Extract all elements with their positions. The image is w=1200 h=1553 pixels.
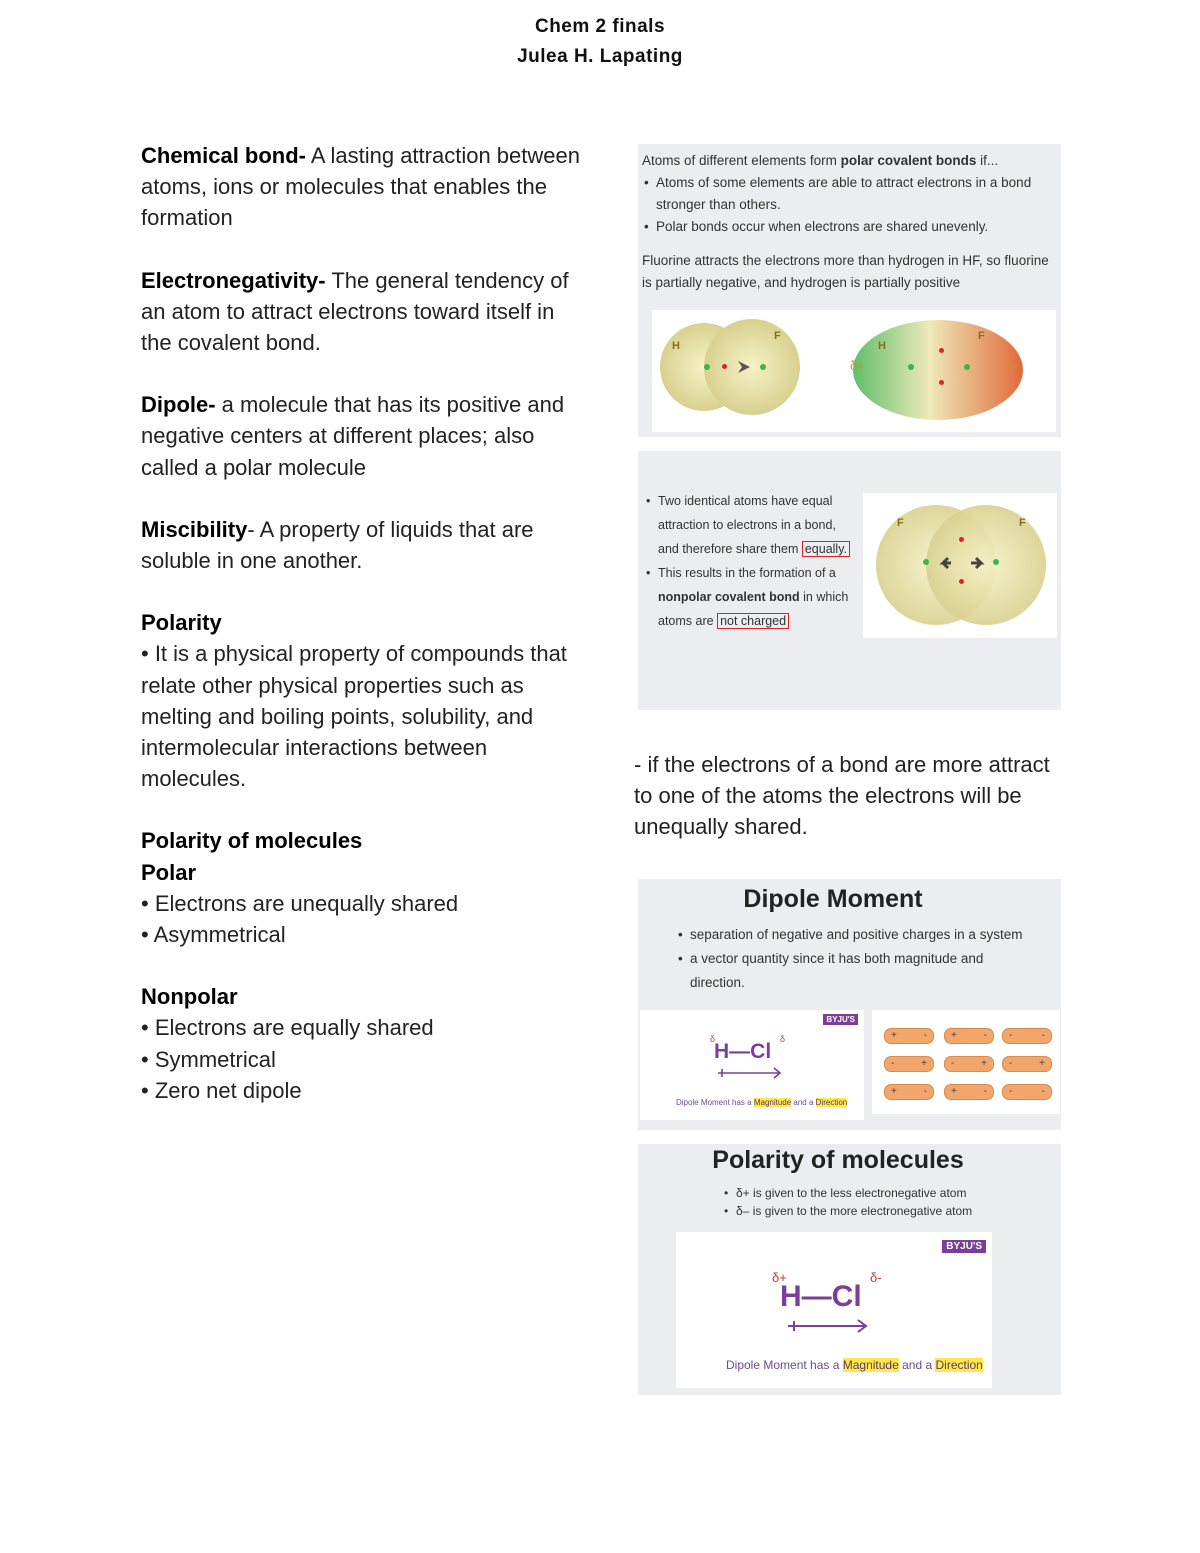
left-column [141, 140, 581, 1106]
list-item: • Asymmetrical [141, 922, 286, 948]
polarity-heading: Polarity [141, 610, 222, 636]
f2-diagram [863, 493, 1057, 638]
dipole-pill: + - [884, 1028, 934, 1044]
definition-text: - A property of liquids that are soluble in one another. [141, 516, 534, 574]
dipole-moment-figure [638, 879, 1061, 1130]
dipole-caption: Dipole Moment has a Magnitude and a Direction [726, 1358, 983, 1372]
byjus-logo: BYJU'S [823, 1014, 858, 1025]
intro-line: Atoms of different elements form polar covalent bonds if... [642, 153, 999, 168]
polar-covalent-bullets [642, 172, 1057, 238]
delta-minus-label: δ- [870, 1270, 882, 1285]
nonpolar-covalent-figure [638, 451, 1061, 710]
dipole-pill: - - [1002, 1028, 1052, 1044]
f-atom-shell [704, 319, 800, 415]
atom-label-f: F [774, 330, 781, 342]
dipole-arrow [786, 1318, 870, 1334]
polarity-line-2: intermolecular interactions between molecules. [141, 735, 488, 792]
polar-hf-shell [853, 320, 1023, 420]
nonpolar-covalent-text [644, 489, 858, 633]
polarity-of-molecules-heading: Polarity of molecules [141, 828, 363, 854]
not-charged-highlight: not charged [717, 613, 789, 629]
nonpolar-covalent-bullets [644, 489, 858, 633]
list-item: • a vector quantity since it has both magnitude and direction. [690, 947, 1036, 995]
list-item: • Symmetrical [141, 1046, 276, 1072]
polarity-figure-title: Polarity of molecules [712, 1146, 964, 1174]
delta-label: δ [780, 1034, 786, 1044]
f-nucleus [923, 559, 929, 565]
polar-heading: Polar [141, 859, 197, 885]
dipole-arrow [716, 1066, 784, 1080]
delta-plus-label: δ+ [850, 358, 865, 373]
list-item: • This results in the formation of a nonpolar covalent bond in which atoms are not charged [658, 561, 858, 633]
definition-text: The general tendency of an atom to attract electrons toward itself in the covalent bond. [141, 267, 569, 356]
electron-dot [939, 380, 944, 385]
atom-label-f: F [978, 330, 985, 342]
polarity-of-molecules-figure [638, 1144, 1061, 1395]
dipole-pill: - + [884, 1056, 934, 1072]
document-title: Chem 2 finals [534, 16, 666, 37]
dipole-pill: + - [884, 1084, 934, 1100]
hcl-formula: H—Cl [714, 1040, 772, 1063]
list-item: • Two identical atoms have equal attraction to electrons in a bond, and therefore share them equally. [658, 489, 858, 561]
dipole-moment-title: Dipole Moment [743, 885, 923, 913]
hf-diagram [652, 310, 1056, 432]
electron-sharing-note: - if the electrons of a bond are more attract to one of the atoms the electrons will be unequally shared. [634, 752, 1050, 840]
delta-label: δ [710, 1034, 716, 1044]
list-item: • separation of negative and positive charges in a system [690, 923, 1036, 947]
f-nucleus [993, 559, 999, 565]
dipole-pills-diagram [872, 1010, 1060, 1114]
f-nucleus [964, 364, 970, 370]
hcl-diagram-small [640, 1010, 864, 1120]
atom-label-f: F [1019, 517, 1026, 529]
list-item: • δ– is given to the more electronegative atom [736, 1202, 1042, 1220]
definition-dipole [141, 389, 581, 451]
term: Dipole- [141, 392, 216, 418]
definition-text: A lasting attraction between atoms, ions or molecules that enables the formation [141, 143, 580, 231]
polarity-figure-bullets [722, 1184, 1042, 1220]
dipole-pill: - - [1002, 1084, 1052, 1100]
list-item: • Electrons are unequally shared [141, 890, 459, 916]
electron-dot [939, 348, 944, 353]
definition-miscibility [141, 514, 581, 576]
list-item: • δ+ is given to the less electronegative atom [736, 1184, 1042, 1202]
byjus-logo: BYJU'S [942, 1240, 986, 1253]
list-item: • Atoms of some elements are able to attract electrons in a bond stronger than others. [656, 172, 1057, 216]
electron-dot [722, 364, 727, 369]
hcl-diagram-large [676, 1232, 992, 1388]
term: Chemical bond- [141, 143, 307, 168]
delta-minus-label: δ- [1006, 358, 1018, 373]
definition-electronegativity [141, 265, 581, 359]
document-author: Julea H. Lapating [517, 46, 683, 67]
definition-text: a molecule that has its positive and negative centers at different places; also [141, 392, 565, 449]
definition-chemical-bond [141, 140, 581, 234]
dipole-caption: Dipole Moment has a Magnitude and a Direction [676, 1098, 848, 1107]
f2-molecule-illustration [863, 493, 1057, 638]
nonpolar-heading: Nonpolar [141, 984, 238, 1010]
atom-label-h: H [878, 340, 886, 352]
electron-dot [959, 579, 964, 584]
list-item: • Electrons are equally shared [141, 1015, 434, 1041]
dipole-pill: + - [944, 1028, 994, 1044]
h-nucleus [908, 364, 914, 370]
dipole-pill: + - [944, 1084, 994, 1100]
atom-label-f: F [897, 517, 904, 529]
list-item: • Polar bonds occur when electrons are shared unevenly. [656, 216, 1057, 238]
electron-dot [959, 537, 964, 542]
polar-covalent-figure [638, 144, 1061, 437]
polar-covalent-text [642, 150, 1057, 294]
list-item: • Zero net dipole [141, 1077, 302, 1103]
h-nucleus [704, 364, 710, 370]
dipole-pill: - + [1002, 1056, 1052, 1072]
fluorine-text: Fluorine attracts the electrons more than hydrogen in HF, so fluorine is partially negative, and hydrogen is partially positive [642, 253, 1049, 290]
delta-plus-label: δ+ [772, 1270, 787, 1285]
atom-label-h: H [672, 340, 680, 352]
equally-highlight: equally. [802, 541, 850, 557]
hcl-formula: H—Cl [780, 1280, 862, 1313]
f-nucleus [760, 364, 766, 370]
dipole-moment-bullets [676, 923, 1036, 995]
definition-dipole-cont: called a polar molecule [141, 454, 367, 480]
term: Electronegativity- [141, 267, 326, 293]
polarity-line-1: • It is a physical property of compounds that relate other physical properties such as melting and boiling points, solubility, and [141, 641, 567, 729]
dipole-pill: - + [944, 1056, 994, 1072]
term: Miscibility [141, 516, 248, 542]
